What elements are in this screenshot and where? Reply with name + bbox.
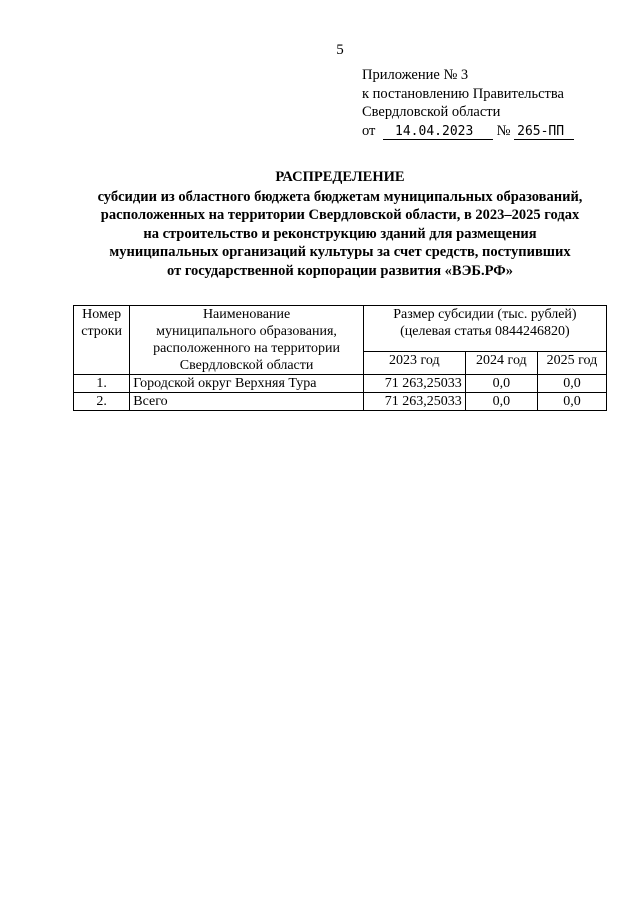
appendix-reference: к постановлению Правительства (362, 85, 564, 102)
row-municipality: Городской округ Верхняя Тура (130, 375, 364, 393)
title-line: муниципальных организаций культуры за счет средств, поступивших (109, 244, 571, 260)
row-value-2024: 0,0 (465, 393, 537, 411)
row-value-2025: 0,0 (537, 393, 606, 411)
row-municipality: Всего (130, 393, 364, 411)
subsidy-table (73, 305, 607, 411)
title-heading: РАСПРЕДЕЛЕНИЕ (275, 169, 405, 185)
from-label: от (362, 122, 376, 139)
table-row (74, 375, 607, 393)
header-subsidy-size (363, 306, 606, 352)
table-header-row (74, 306, 607, 352)
number-label: № (496, 122, 511, 139)
header-year-2025: 2025 год (537, 351, 606, 374)
page-number: 5 (336, 42, 344, 58)
document-title (0, 168, 640, 280)
header-row-number (74, 306, 130, 375)
row-value-2023: 71 263,25033 (363, 375, 465, 393)
header-text: Номер (82, 307, 122, 322)
resolution-date: 14.04.2023 (383, 124, 493, 140)
header-year-2024: 2024 год (465, 351, 537, 374)
row-value-2023: 71 263,25033 (363, 393, 465, 411)
header-text: строки (81, 324, 123, 339)
resolution-number: 265-ПП (514, 124, 574, 140)
row-number: 2. (74, 393, 130, 411)
header-text: Свердловской области (179, 358, 314, 373)
header-text: (целевая статья 0844246820) (400, 324, 570, 339)
row-number: 1. (74, 375, 130, 393)
title-line: расположенных на территории Свердловской области, в 2023–2025 годах (100, 207, 580, 223)
resolution-line (362, 122, 574, 141)
header-text: Размер субсидии (тыс. рублей) (393, 307, 577, 322)
row-value-2025: 0,0 (537, 375, 606, 393)
appendix-region: Свердловской области (362, 104, 501, 120)
header-text: муниципального образования, (156, 324, 337, 339)
title-line: от государственной корпорации развития «ВЭБ.РФ» (167, 262, 513, 279)
header-year-2023: 2023 год (363, 351, 465, 374)
title-line: субсидии из областного бюджета бюджетам муниципальных образований, (97, 188, 583, 205)
appendix-title: Приложение № 3 (362, 67, 469, 83)
header-text: Наименование (202, 307, 291, 322)
row-value-2024: 0,0 (465, 375, 537, 393)
header-text: расположенного на территории (153, 341, 340, 356)
title-line: на строительство и реконструкцию зданий для размещения (143, 225, 537, 242)
header-municipality (130, 306, 364, 375)
table-row (74, 393, 607, 411)
appendix-block (362, 66, 574, 140)
